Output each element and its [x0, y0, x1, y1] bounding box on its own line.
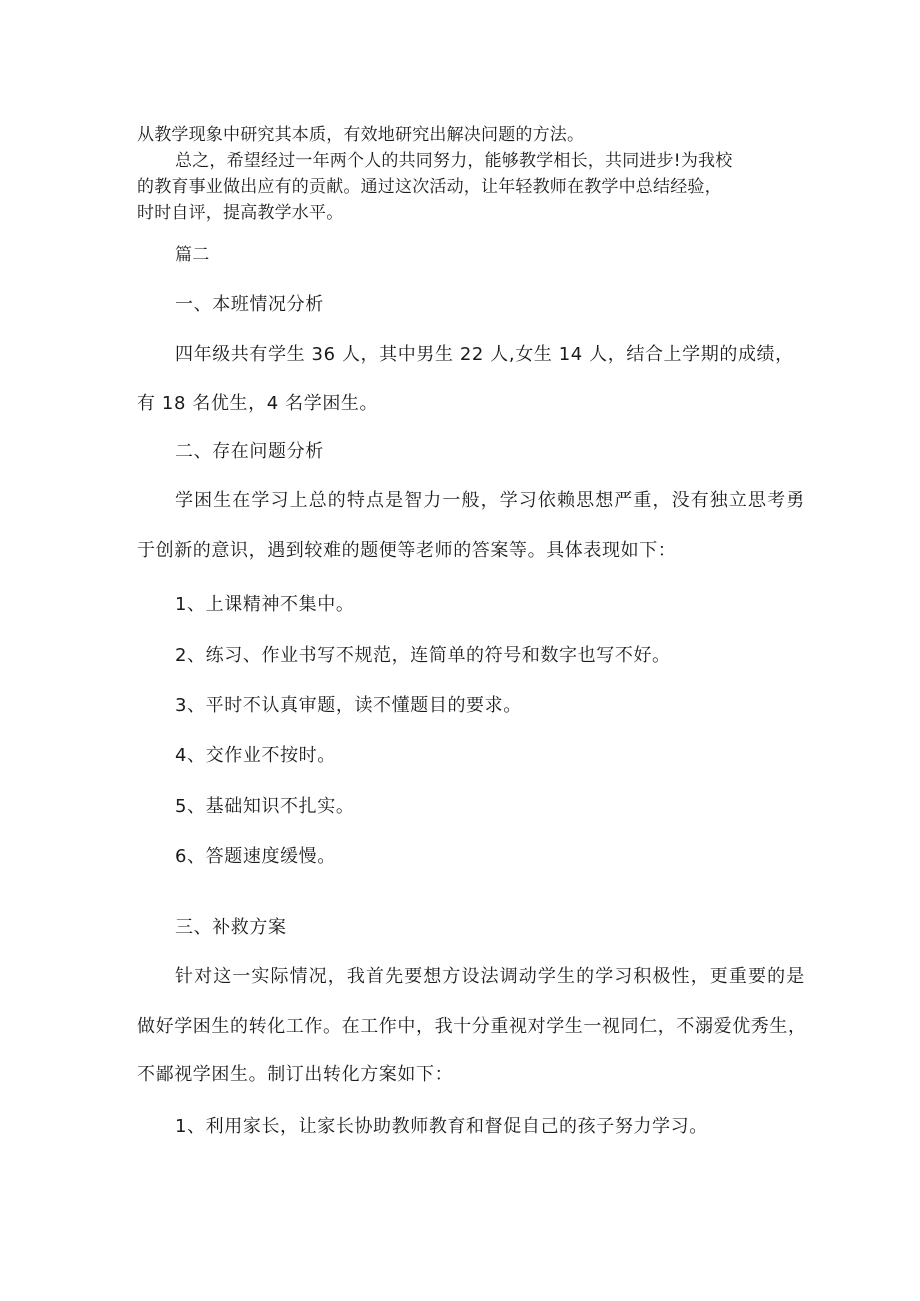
intro-line-1: 从教学现象中研究其本质，有效地研究出解决问题的方法。	[137, 125, 585, 145]
part1-paragraph-line-1: 四年级共有学生 36 人，其中男生 22 人,女生 14 人，结合上学期的成绩，	[175, 344, 794, 365]
part3-paragraph-line-1: 针对这一实际情况，我首先要想方设法调动学生的学习积极性，更重要的是	[175, 966, 806, 987]
part2-heading: 二、存在问题分析	[175, 441, 324, 462]
list-item: 2、练习、作业书写不规范，连简单的符号和数字也写不好。	[175, 645, 671, 666]
part3-paragraph-line-3: 不鄙视学困生。制订出转化方案如下：	[137, 1064, 454, 1085]
list-item: 4、交作业不按时。	[175, 745, 336, 766]
part2-paragraph-line-2: 于创新的意识，遇到较难的题便等老师的答案等。具体表现如下：	[137, 540, 677, 561]
part3-heading: 三、补救方案	[175, 917, 287, 938]
part1-heading: 一、本班情况分析	[175, 294, 324, 315]
part2-paragraph-line-1: 学困生在学习上总的特点是智力一般，学习依赖思想严重，没有独立思考勇	[175, 490, 806, 511]
part3-paragraph-line-2: 做好学困生的转化工作。在工作中，我十分重视对学生一视同仁，不溺爱优秀生，	[137, 1016, 807, 1037]
list-item: 1、利用家长，让家长协助教师教育和督促自己的孩子努力学习。	[175, 1116, 708, 1137]
section-title: 篇二	[175, 245, 210, 265]
intro-line-3: 的教育事业做出应有的贡献。通过这次活动，让年轻教师在教学中总结经验，	[137, 177, 722, 197]
list-item: 5、基础知识不扎实。	[175, 796, 355, 817]
list-item: 6、答题速度缓慢。	[175, 846, 336, 867]
intro-line-4: 时时自评，提高教学水平。	[137, 203, 344, 223]
list-item: 3、平时不认真审题，读不懂题目的要求。	[175, 695, 522, 716]
list-item: 1、上课精神不集中。	[175, 594, 355, 615]
part1-paragraph-line-2: 有 18 名优生，4 名学困生。	[137, 393, 379, 414]
intro-line-2: 总之，希望经过一年两个人的共同努力，能够教学相长，共同进步!为我校	[175, 151, 733, 171]
